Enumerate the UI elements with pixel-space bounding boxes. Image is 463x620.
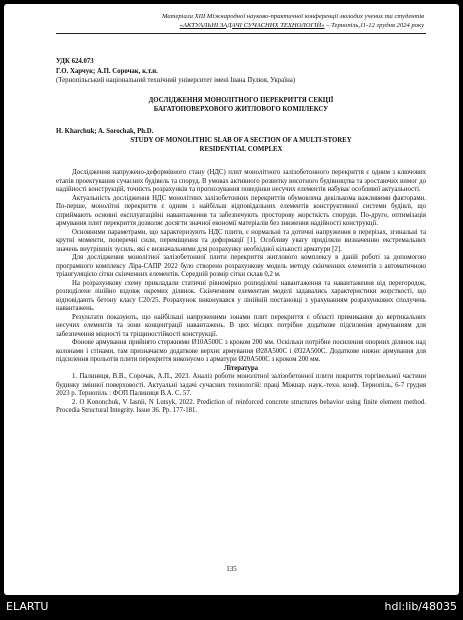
body-paragraph: Основними параметрами, що характеризують НДС плити, є нормальні та дотичні напруження в перерізах, згинальні та крутні моменти, поперечні сили, переміщення та деформації [1]. Особливу увагу приділяли визначенню екстремальних значень внутрішніх зусиль, які є визначальними для розрахунку необхідної кількості арматури [2]. [56,228,426,253]
footer-left-label: ELARTU [6,600,49,613]
body-paragraph: Дослідження напружено-деформівного стану (НДС) плит монолітного залізобетонного перекриття є одним з ключових етапів проектування сучасних будівель та споруд. В умовах активного розвитку висотного будівництва та зростаючих вимог до надійності конструкцій, точність розрахунків та прогнозування поведінки несучих елементів набуває особливої актуальності. [56,169,426,193]
title-ua [56,97,426,114]
authors-ua: Г.О. Харчук; А.П. Сорочак, к.т.н. [56,68,158,75]
reference-item: 1. Палиниця, В.В., Сорочак, А.П., 2023. Аналіз роботи монолітної залізобетонної плити покриття торгівельної частини будинку змінної поверховості. Актуальні задачі сучасних технологій: праці Міжнар. наук.-техн. конф. Тернопіль, 6-7 грудня 2023 р. Тернопіль : ФОП Палиниця В.А. С. 57. [56,373,426,397]
header-line-2 [4,22,424,31]
title-ua-line-1: ДОСЛІДЖЕННЯ МОНОЛІТНОГО ПЕРЕКРИТТЯ СЕКЦІЇ [148,97,334,104]
title-en [56,137,426,154]
body-paragraph: Фонове армування прийнято стержнями Ø10А500С з кроком 200 мм. Оскільки потрібне посилення опорних ділянок над колонами і стінами, там призначаємо додаткове верхнє армування Ø28А500С і Ø32А500С. Додаткове нижнє армування для підсилення прольотів плити перекриття виконуємо з арматури Ø20А500С з кроком 200 мм. [56,339,426,363]
authors-en: H. Kharchuk; A. Sorochak, Ph.D. [56,128,154,135]
body-paragraph: Для дослідження монолітної залізобетонної плити перекриття житлового комплексу в даній роботі за допомогою програмного комплексу Ліра-САПР 2022 було створено розрахункову модель методу скінченних елементів з автоматичною тріангуляцією сітки скінченних елементів. Середній розмір сітки склав 0,2 м. [56,254,426,278]
affiliation: (Тернопільський національний технічний університет імені Івана Пулюя, Україна) [56,77,296,84]
title-en-line-2: RESIDENTIAL COMPLEX [199,145,283,153]
udc-code: УДК 624.073 [56,58,94,65]
title-en-line-1: STUDY OF MONOLITHIC SLAB OF A SECTION OF A MULTI-STOREY [130,137,352,144]
body-paragraph: Результати показують, що найбільші напруженими зонами плит перекриття є області примикання до вертикальних несучих елементів та зони концентрації навантажень. В цих місцях потрібне додаткове підсилення армуванням для забезпечення міцності та тріщиностійкості конструкції. [56,313,426,338]
header-rule [56,33,426,34]
article-body [56,169,426,416]
header-location-date: – Тернопіль,11-12 грудня 2024 року [324,21,424,29]
body-paragraph: Актуальність дослідження НДС монолітних залізобетонних перекриттів обумовлена декількома важливими факторами. По-перше, монолітні перекриття є одним з найбільш відповідальних елементів конструктивної системи будівлі, що сприймають основні експлуатаційні навантаження та забезпечують просторову жорсткість споруди. По-друге, оптимізація армування плит перекриття дозволяє досягти значної економії матеріалів без зниження надійності конструкції. [56,194,426,227]
title-ua-line-2: БАГАТОПОВЕРХОВОГО ЖИТЛОВОГО КОМПЛЕКСУ [153,105,329,113]
header-line-1: Матеріали XIII Міжнародної науково-практичної конференції молодих учених та студентів [161,13,424,20]
body-paragraph: На розрахункову схему прикладали статичні рівномірно розподілені навантаження та навантаження від перегородок, розподілене лінійно вздовж окремих ділянок. Скінченним елементам моделі задавались характеристики жорсткості, що відповідають бетону класу С20/25. Розрахунок виконувався у лінійній постановці з урахуванням розрахункових сполучень навантажень. [56,279,426,312]
reference-item: 2. O Kononchuk, V Iasnii, N Lutsyk, 2022. Prediction of reinforced concrete structures behavior using finite element method. Procedia Structural Integrity. Issue 36. Pp. 177-181. [56,398,426,414]
header-conference-name: «АКТУАЛЬНІ ЗАДАЧІ СУЧАСНИХ ТЕХНОЛОГІЙ» [179,21,325,29]
conference-header [4,13,424,30]
document-page [4,4,459,595]
page-number: 135 [226,565,237,573]
references-heading: Література [223,364,259,372]
footer-handle-link[interactable]: hdl:lib/48035 [384,600,457,613]
